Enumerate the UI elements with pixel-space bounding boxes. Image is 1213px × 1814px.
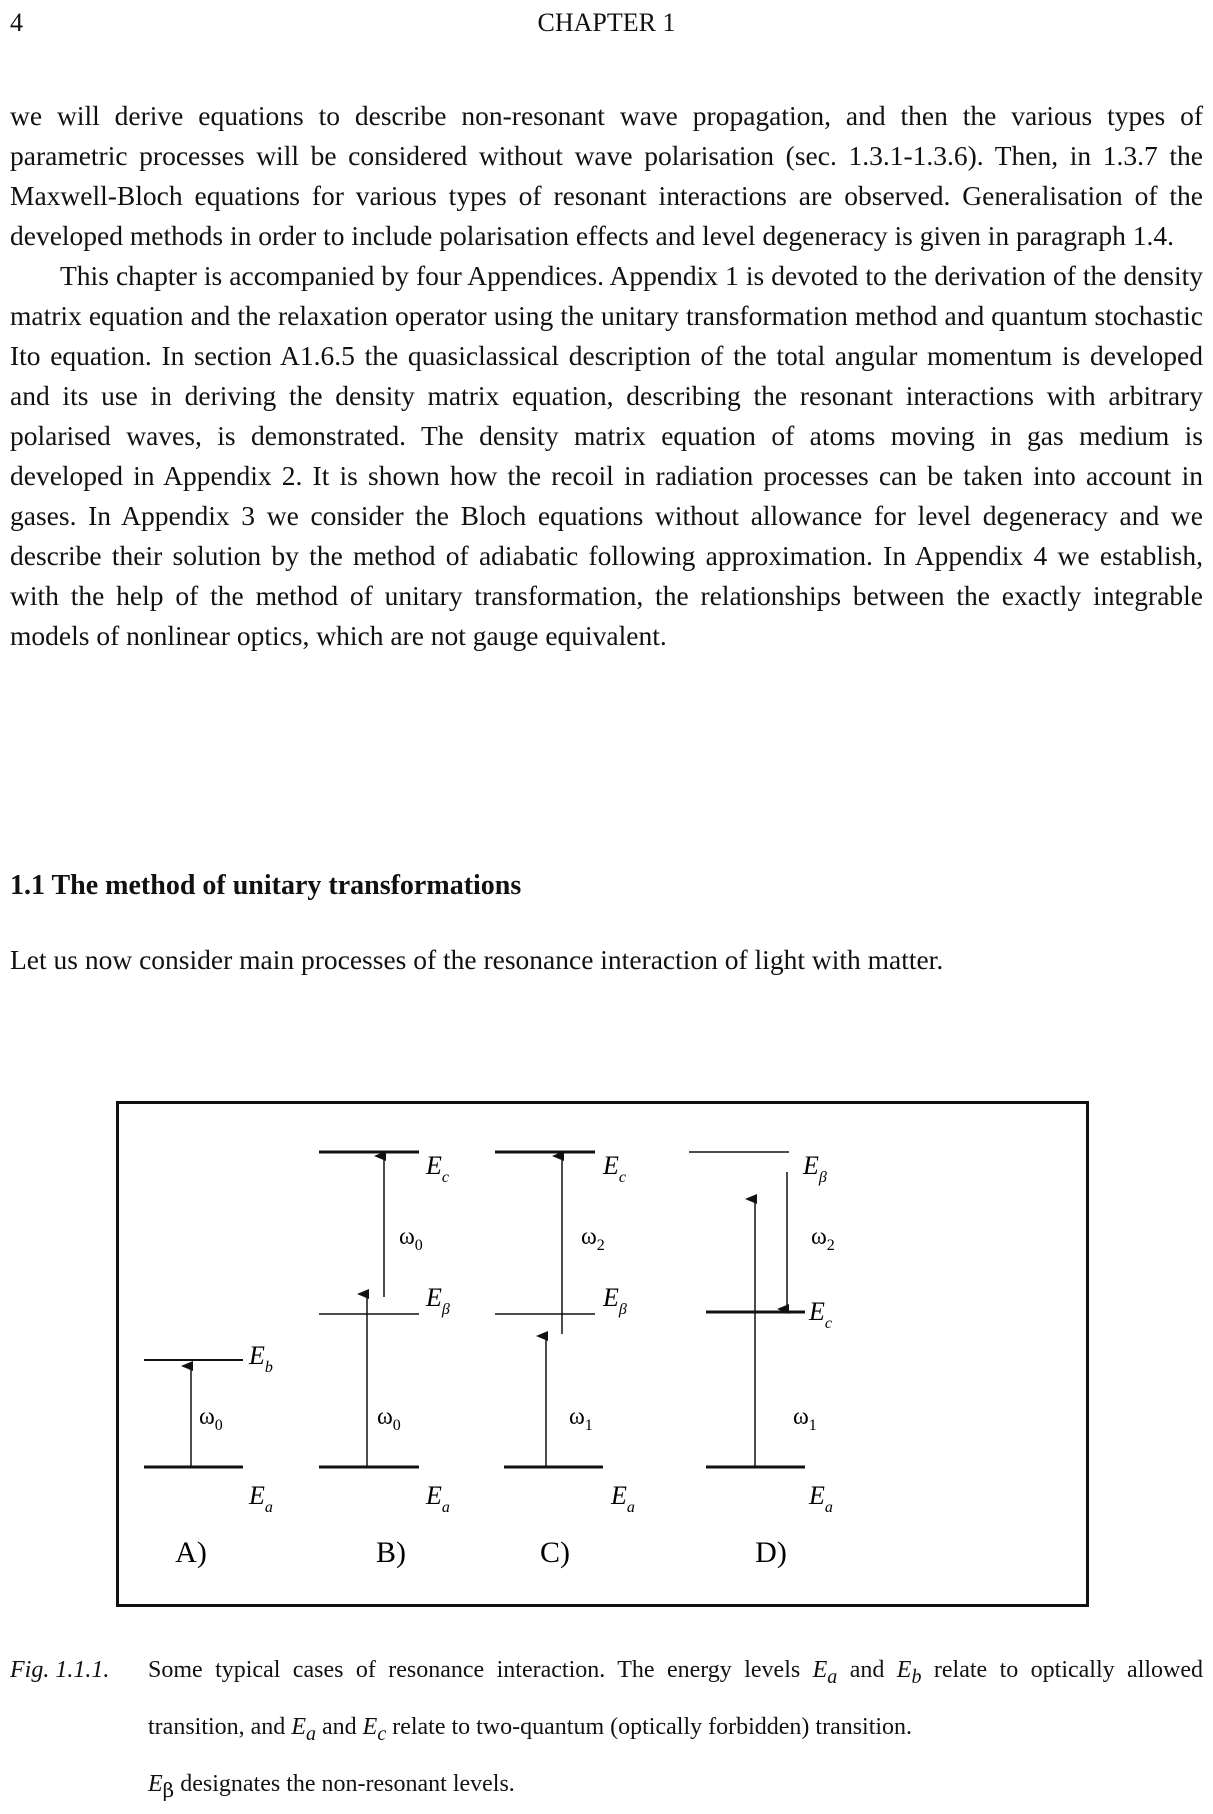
caption-fragment: relate to optically allowed transition, and bbox=[148, 1657, 1204, 1740]
transition-label: $\omega_0$ bbox=[399, 1224, 423, 1254]
transition-label: $\omega_0$ bbox=[377, 1404, 401, 1434]
paragraph: we will derive equations to describe non-resonant wave propagation, and then the various types of parametric processes will be considered without wave polarisation (sec. 1.3.1-1.3.6). Then, in 1.3.7 the Maxwell-Bloch equations for various types of resonant interactions are observed. Generalisation of the developed methods in order to include polarisation effects and level degeneracy is given in paragraph 1.4. bbox=[10, 100, 1203, 251]
caption-fragment: relate to two-quantum (optically forbidden) transition. bbox=[392, 1713, 913, 1740]
level-label: $E_c$ bbox=[809, 1297, 832, 1332]
panel-label: A) bbox=[175, 1536, 207, 1569]
panel-b bbox=[319, 1151, 450, 1569]
level-label: $E_\beta$ bbox=[426, 1283, 450, 1318]
intro-sentence: Let us now consider main processes of the resonance interaction of light with matter. bbox=[10, 944, 944, 975]
symbol-e: E bbox=[291, 1713, 306, 1740]
level-label: $E_c$ bbox=[603, 1151, 626, 1186]
symbol-e: E bbox=[812, 1657, 828, 1683]
caption-fragment: and bbox=[849, 1657, 885, 1683]
level-label: $E_\beta$ bbox=[603, 1283, 627, 1318]
page-header bbox=[10, 8, 1203, 48]
level-label: $E_a$ bbox=[809, 1481, 833, 1516]
caption-fragment: Some typical cases of resonance interaction. The energy levels bbox=[148, 1657, 801, 1683]
panel-c bbox=[495, 1151, 635, 1569]
page-number: 4 bbox=[10, 8, 23, 37]
transition-label: $\omega_1$ bbox=[793, 1404, 817, 1434]
symbol-sub: a bbox=[305, 1722, 316, 1745]
section-heading: 1.1 The method of unitary transformations bbox=[10, 870, 522, 901]
transition-label: $\omega_1$ bbox=[569, 1404, 593, 1434]
level-label: $E_b$ bbox=[249, 1341, 273, 1376]
symbol-e: E bbox=[362, 1713, 378, 1740]
transition-label: $\omega_2$ bbox=[811, 1224, 835, 1254]
panel-a bbox=[144, 1341, 273, 1569]
body-text bbox=[10, 96, 1203, 656]
level-label: $E_a$ bbox=[426, 1481, 450, 1516]
caption-fragment: and bbox=[321, 1713, 357, 1740]
symbol-sub: b bbox=[911, 1665, 922, 1688]
panel-label: D) bbox=[755, 1536, 787, 1569]
caption-label: Fig. 1.1.1. bbox=[10, 1657, 110, 1683]
paragraph: This chapter is accompanied by four Appendices. Appendix 1 is devoted to the derivation of the density matrix equation and the relaxation operator using the unitary transformation method and quantum stochastic Ito equation. In section A1.6.5 the quasiclassical description of the total angular momentum is developed and its use in deriving the density matrix equation, describing the resonant interactions with arbitrary polarised waves, is demonstrated. The density matrix equation of atoms moving in gas medium is developed in Appendix 2. It is shown how the recoil in radiation processes can be taken into account in gases. In Appendix 3 we consider the Bloch equations without allowance for level degeneracy and we describe their solution by the method of adiabatic following approximation. In Appendix 4 we establish, with the help of the method of unitary transformation, the relationships between the exactly integrable models of nonlinear optics, which are not gauge equivalent. bbox=[10, 260, 1203, 651]
level-label: $E_a$ bbox=[611, 1481, 635, 1516]
transition-label: $\omega_0$ bbox=[199, 1404, 223, 1434]
level-label: $E_c$ bbox=[426, 1151, 449, 1186]
panel-d bbox=[689, 1151, 835, 1569]
panel-label: C) bbox=[540, 1536, 570, 1569]
transition-label: $\omega_2$ bbox=[581, 1224, 605, 1254]
level-label: $E_\beta$ bbox=[803, 1151, 827, 1186]
energy-level-figure bbox=[116, 1101, 1089, 1607]
symbol-sub: β bbox=[162, 1777, 175, 1802]
symbol-sub: c bbox=[377, 1722, 387, 1745]
panel-label: B) bbox=[376, 1536, 406, 1569]
caption-fragment: designates the non-resonant levels. bbox=[180, 1770, 515, 1797]
level-label: $E_a$ bbox=[249, 1481, 273, 1516]
energy-level-diagram bbox=[119, 1104, 1086, 1604]
running-head: CHAPTER 1 bbox=[537, 8, 676, 37]
symbol-e: E bbox=[896, 1657, 912, 1683]
symbol-sub: a bbox=[827, 1665, 838, 1688]
symbol-e: E bbox=[148, 1770, 163, 1797]
